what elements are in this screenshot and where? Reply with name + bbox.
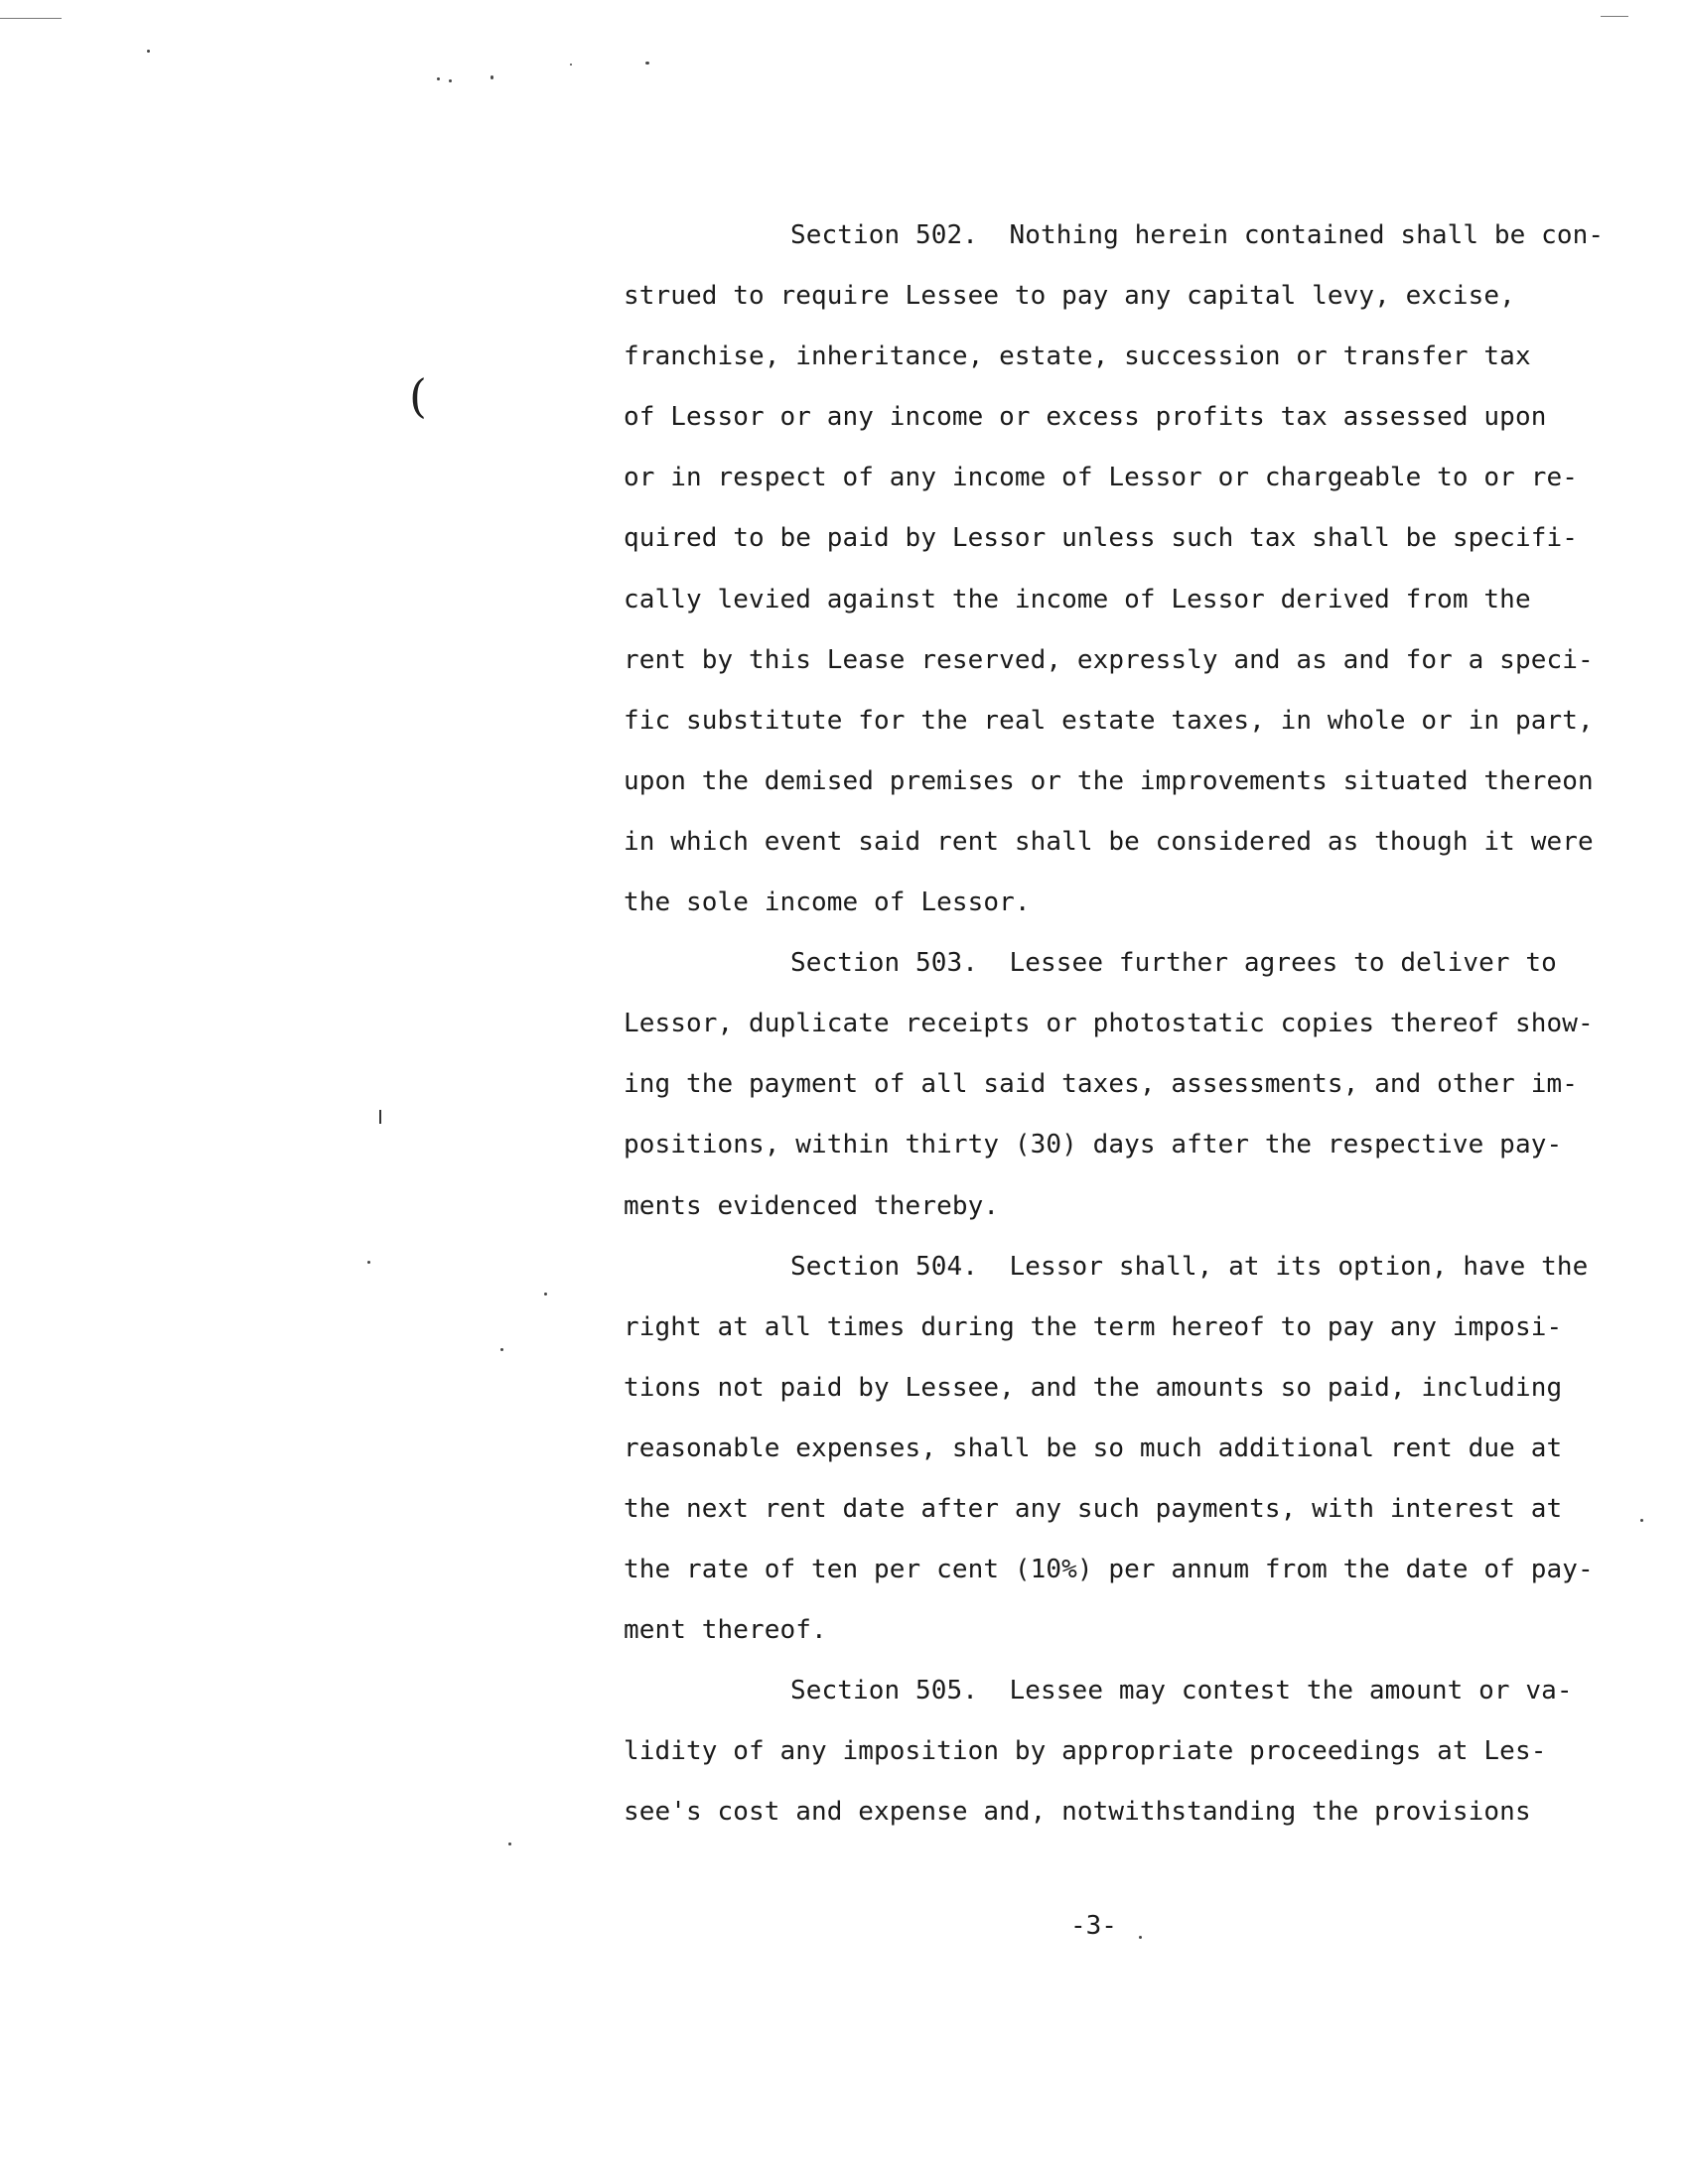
scan-artifact [508, 1843, 511, 1845]
text-line: Section 503. Lessee further agrees to deliver to [790, 948, 1557, 979]
scan-artifact [570, 64, 572, 66]
scan-artifact [367, 1261, 370, 1264]
text-line: rent by this Lease reserved, expressly and as and for a speci- [624, 644, 1594, 675]
text-line: in which event said rent shall be considered as though it were [624, 826, 1594, 857]
text-line: lidity of any imposition by appropriate proceedings at Les- [624, 1736, 1547, 1767]
text-line: right at all times during the term hereof to pay any imposi- [624, 1311, 1563, 1342]
text-line: ments evidenced thereby. [624, 1190, 1000, 1221]
page-number: -3- [1070, 1911, 1117, 1941]
text-line: ing the payment of all said taxes, assessments, and other im- [624, 1069, 1578, 1100]
scan-artifact [1601, 16, 1628, 17]
text-line: strued to require Lessee to pay any capital levy, excise, [624, 281, 1515, 312]
text-line: or in respect of any income of Lessor or chargeable to or re- [624, 463, 1578, 493]
text-line: the rate of ten per cent (10%) per annum from the date of pay- [624, 1555, 1594, 1585]
scan-artifact [147, 50, 150, 53]
scan-artifact [544, 1293, 547, 1296]
text-line: quired to be paid by Lessor unless such tax shall be specifi- [624, 523, 1578, 554]
scan-artifact [379, 1110, 381, 1124]
scan-artifact [500, 1348, 503, 1351]
text-line: Section 502. Nothing herein contained shall be con- [790, 220, 1605, 250]
text-line: reasonable expenses, shall be so much additional rent due at [624, 1433, 1563, 1463]
text-line: Section 504. Lessor shall, at its option, have the [790, 1251, 1589, 1282]
text-line: ment thereof. [624, 1615, 827, 1646]
text-line: see's cost and expense and, notwithstanding the provisions [624, 1797, 1531, 1828]
scan-artifact [0, 18, 62, 19]
text-line: tions not paid by Lessee, and the amounts so paid, including [624, 1372, 1563, 1403]
text-line: upon the demised premises or the improvements situated thereon [624, 765, 1594, 796]
document-body [624, 205, 1656, 1843]
text-line: Section 505. Lessee may contest the amount or va- [790, 1676, 1573, 1706]
text-line: the sole income of Lessor. [624, 887, 1031, 918]
scan-artifact [437, 77, 440, 80]
text-line: cally levied against the income of Lessor derived from the [624, 584, 1531, 614]
scan-artifact [491, 75, 493, 79]
margin-mark: ( [409, 369, 427, 423]
scan-artifact [449, 79, 452, 82]
text-line: franchise, inheritance, estate, succession or transfer tax [624, 341, 1531, 372]
text-line: positions, within thirty (30) days after the respective pay- [624, 1130, 1563, 1160]
scan-artifact [1139, 1936, 1142, 1939]
text-line: of Lessor or any income or excess profits tax assessed upon [624, 402, 1547, 433]
scan-artifact [645, 62, 649, 65]
text-line: the next rent date after any such payments, with interest at [624, 1493, 1563, 1524]
text-line: Lessor, duplicate receipts or photostatic copies thereof show- [624, 1009, 1594, 1039]
text-line: fic substitute for the real estate taxes, in whole or in part, [624, 705, 1594, 736]
